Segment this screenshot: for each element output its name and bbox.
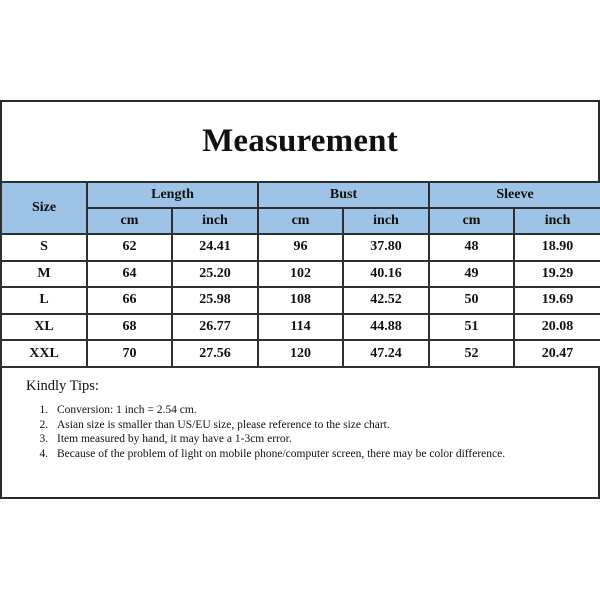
value-cell: 108 <box>258 287 343 314</box>
unit-header: inch <box>514 208 600 234</box>
value-cell: 64 <box>87 261 172 288</box>
value-cell: 19.29 <box>514 261 600 288</box>
unit-header: cm <box>429 208 514 234</box>
value-cell: 20.47 <box>514 340 600 367</box>
length-group-header: Length <box>87 182 258 208</box>
value-cell: 18.90 <box>514 234 600 261</box>
header-row-groups <box>1 182 600 208</box>
tip-item: 1. Conversion: 1 inch = 2.54 cm. <box>51 403 586 418</box>
value-cell: 50 <box>429 287 514 314</box>
size-table <box>0 181 600 368</box>
value-cell: 37.80 <box>343 234 429 261</box>
size-column-header: Size <box>1 182 87 234</box>
tips-list <box>26 403 586 461</box>
value-cell: 42.52 <box>343 287 429 314</box>
value-cell: 19.69 <box>514 287 600 314</box>
value-cell: 24.41 <box>172 234 258 261</box>
unit-header: inch <box>172 208 258 234</box>
table-row <box>1 287 600 314</box>
value-cell: 120 <box>258 340 343 367</box>
value-cell: 27.56 <box>172 340 258 367</box>
value-cell: 49 <box>429 261 514 288</box>
table-row <box>1 314 600 341</box>
size-cell: S <box>1 234 87 261</box>
value-cell: 51 <box>429 314 514 341</box>
size-cell: XXL <box>1 340 87 367</box>
value-cell: 102 <box>258 261 343 288</box>
value-cell: 62 <box>87 234 172 261</box>
size-chart-frame <box>0 100 600 499</box>
tip-item: 3. Item measured by hand, it may have a 1-3cm error. <box>51 432 586 447</box>
value-cell: 20.08 <box>514 314 600 341</box>
table-row <box>1 340 600 367</box>
sleeve-group-header: Sleeve <box>429 182 600 208</box>
value-cell: 114 <box>258 314 343 341</box>
header-row-units <box>1 208 600 234</box>
unit-header: inch <box>343 208 429 234</box>
value-cell: 66 <box>87 287 172 314</box>
value-cell: 48 <box>429 234 514 261</box>
value-cell: 40.16 <box>343 261 429 288</box>
kindly-tips <box>26 378 586 461</box>
table-row <box>1 234 600 261</box>
value-cell: 47.24 <box>343 340 429 367</box>
value-cell: 25.20 <box>172 261 258 288</box>
value-cell: 25.98 <box>172 287 258 314</box>
unit-header: cm <box>258 208 343 234</box>
value-cell: 96 <box>258 234 343 261</box>
bust-group-header: Bust <box>258 182 429 208</box>
value-cell: 26.77 <box>172 314 258 341</box>
chart-title: Measurement <box>202 123 398 159</box>
value-cell: 70 <box>87 340 172 367</box>
tips-heading: Kindly Tips: <box>26 378 99 394</box>
size-cell: M <box>1 261 87 288</box>
value-cell: 52 <box>429 340 514 367</box>
tip-item: 4. Because of the problem of light on mobile phone/computer screen, there may be color difference. <box>51 447 586 462</box>
tip-item: 2. Asian size is smaller than US/EU size, please reference to the size chart. <box>51 418 586 433</box>
unit-header: cm <box>87 208 172 234</box>
size-cell: XL <box>1 314 87 341</box>
size-cell: L <box>1 287 87 314</box>
value-cell: 68 <box>87 314 172 341</box>
value-cell: 44.88 <box>343 314 429 341</box>
table-row <box>1 261 600 288</box>
